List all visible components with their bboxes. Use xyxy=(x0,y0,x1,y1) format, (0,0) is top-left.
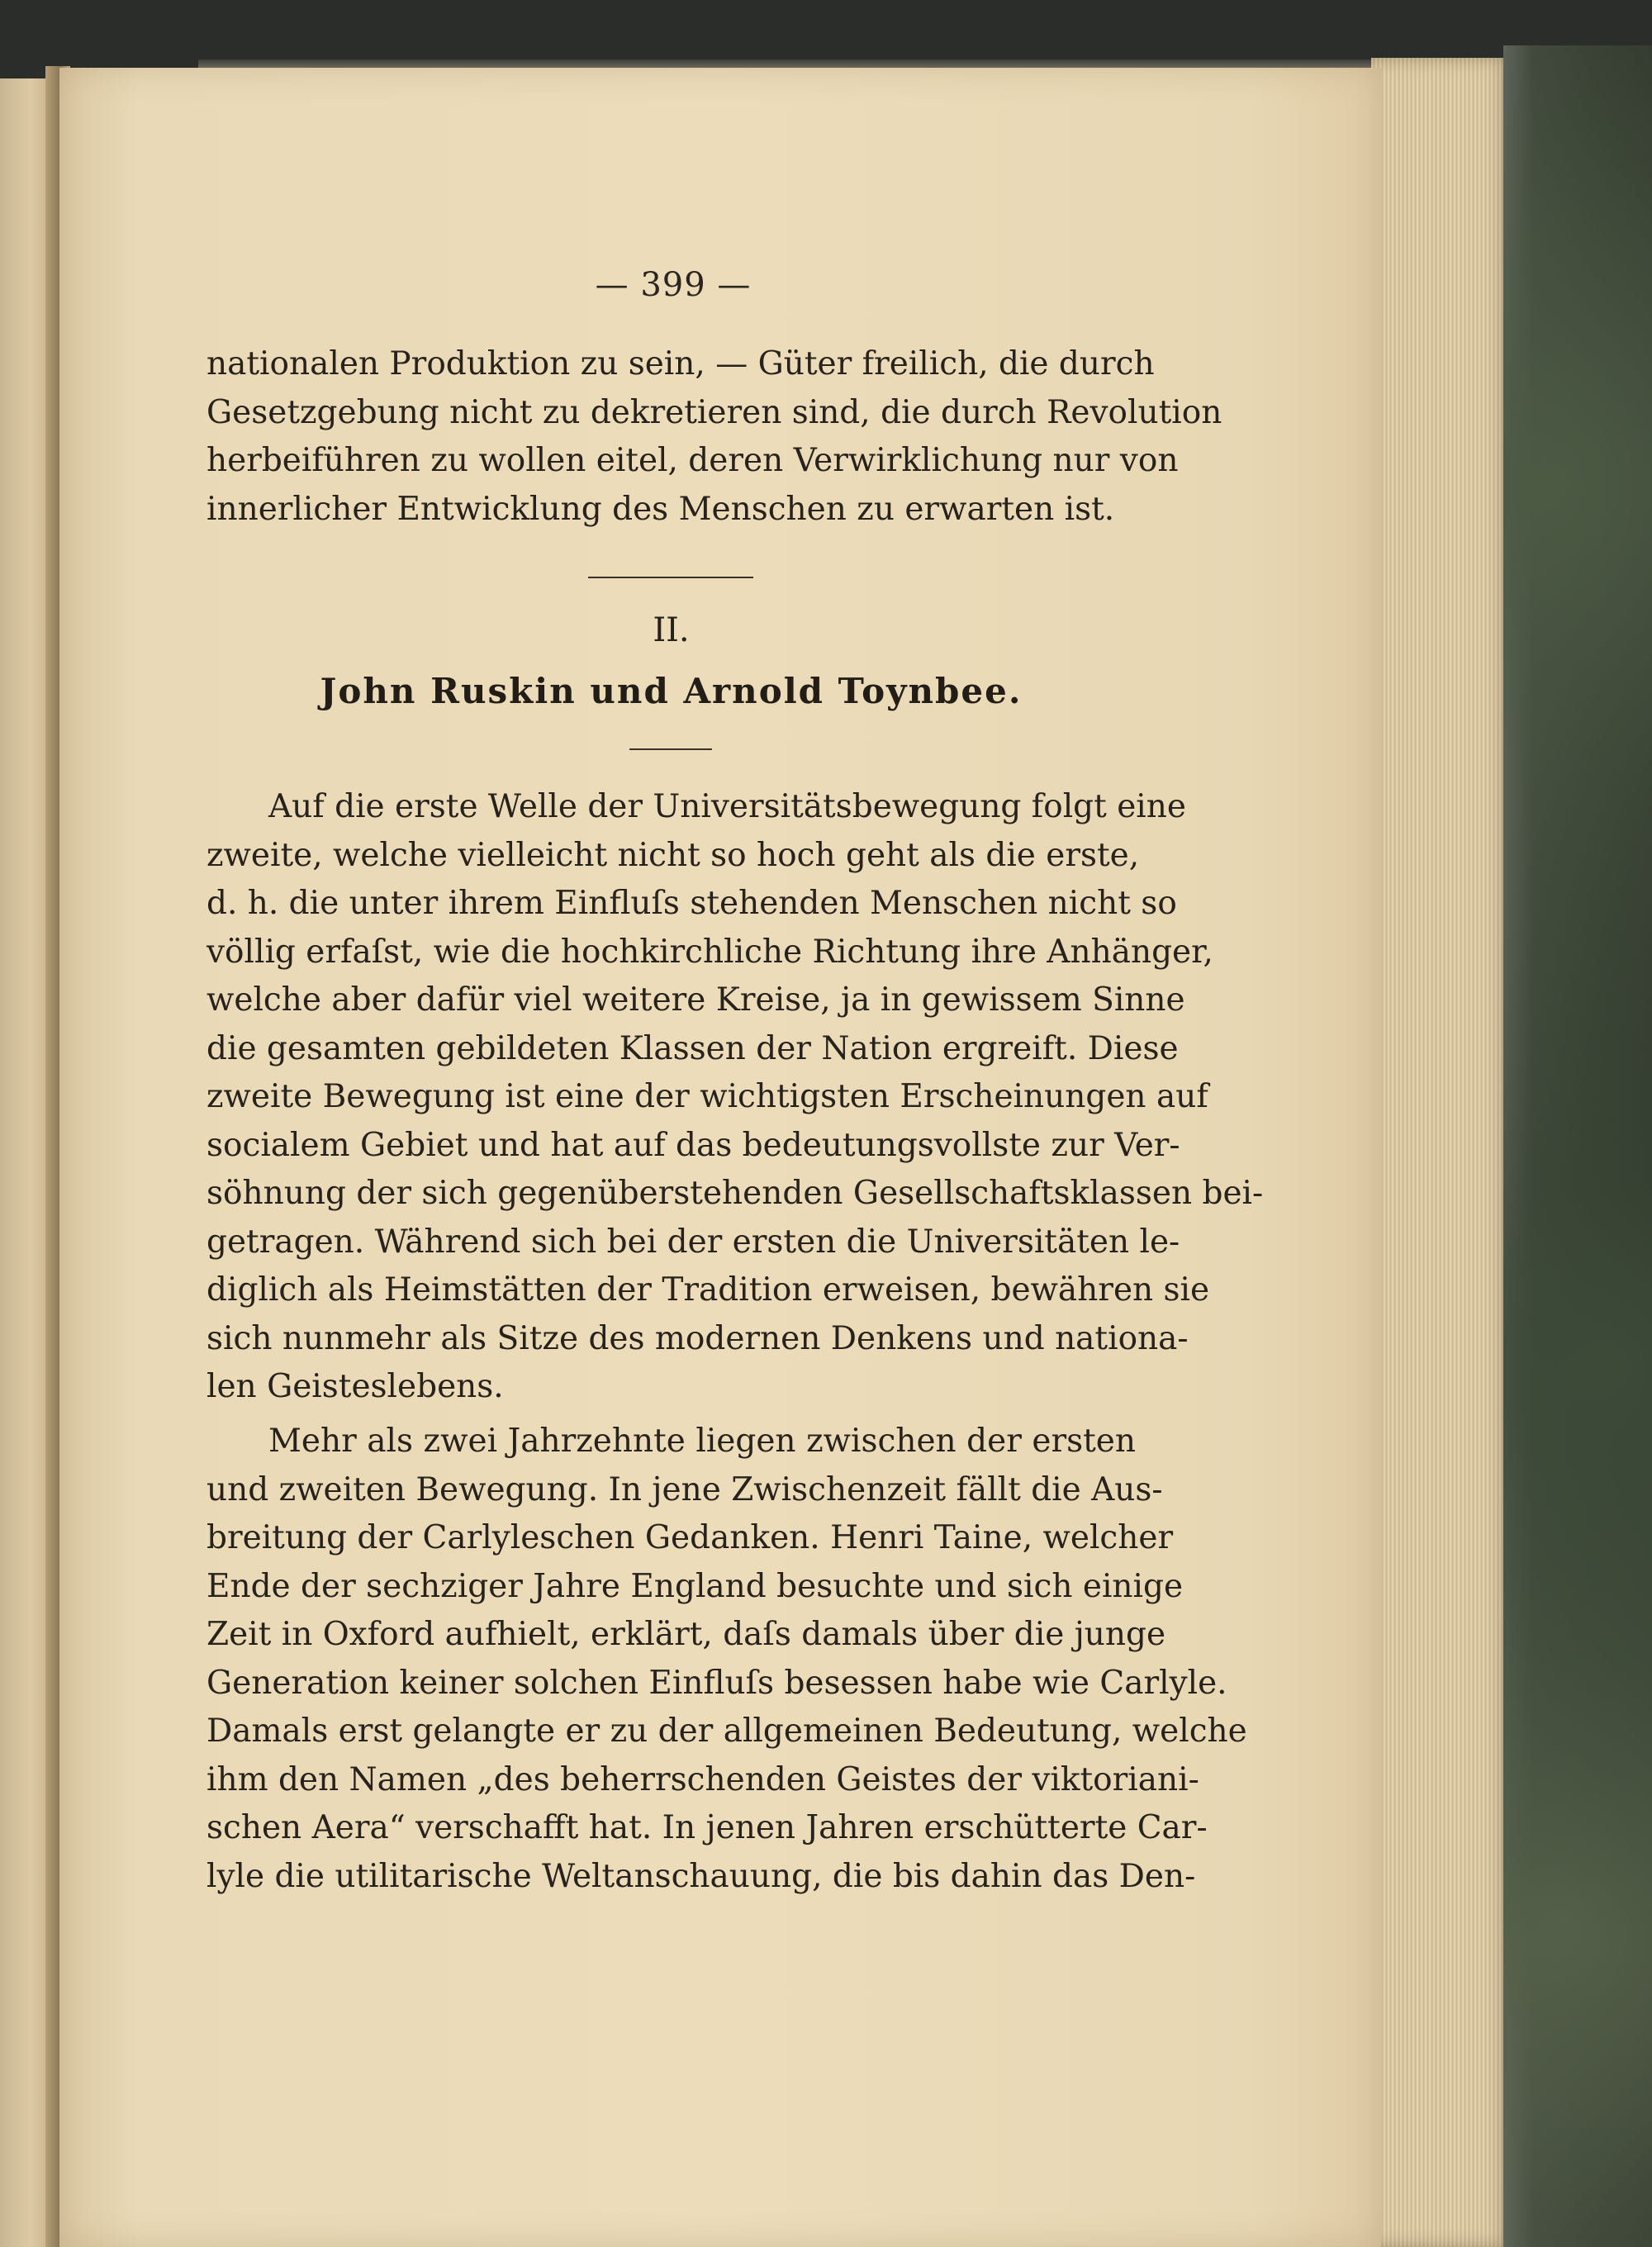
text-line: zweite, welche vielleicht nicht so hoch geht als die erste, xyxy=(206,836,1140,874)
opening-paragraph xyxy=(206,340,1222,534)
text-line: welche aber dafür viel weitere Kreise, ja in gewissem Sinne xyxy=(206,981,1185,1019)
text-line: völlig erfaſst, wie die hochkirchliche Richtung ihre Anhänger, xyxy=(206,933,1213,971)
text-line: Ende der sechziger Jahre England besuchte und sich einige xyxy=(206,1567,1184,1605)
text-line: Gesetzgebung nicht zu dekretieren sind, die durch Revolution xyxy=(206,393,1222,431)
text-line: zweite Bewegung ist eine der wichtigsten Erscheinungen auf xyxy=(206,1078,1208,1115)
paragraph-2 xyxy=(206,1418,1247,1901)
text-line: ihm den Namen „des beherrschenden Geistes der viktoriani- xyxy=(206,1760,1199,1798)
page-number: — 399 — xyxy=(595,266,752,304)
text-line: len Geisteslebens. xyxy=(206,1368,504,1405)
text-line: Generation keiner solchen Einfluſs besessen habe wie Carlyle. xyxy=(206,1664,1227,1702)
left-page-edge xyxy=(0,78,51,2247)
text-line: lyle die utilitarische Weltanschauung, die bis dahin das Den- xyxy=(206,1857,1196,1895)
text-line: schen Aera“ verschafft hat. In jenen Jahren erschütterte Car- xyxy=(206,1809,1208,1846)
text-line: diglich als Heimstätten der Tradition erweisen, bewähren sie xyxy=(206,1271,1210,1309)
text-line: und zweiten Bewegung. In jene Zwischenzeit fällt die Aus- xyxy=(206,1470,1163,1508)
text-line: innerlicher Entwicklung des Menschen zu erwarten ist. xyxy=(206,490,1115,528)
text-line: die gesamten gebildeten Klassen der Nation ergreift. Diese xyxy=(206,1029,1179,1067)
text-line: d. h. die unter ihrem Einfluſs stehenden Menschen nicht so xyxy=(206,885,1177,922)
text-line: Auf die erste Welle der Universitätsbewegung folgt eine xyxy=(268,788,1186,825)
text-line: breitung der Carlyleschen Gedanken. Henri Taine, welcher xyxy=(206,1519,1174,1556)
section-divider-top xyxy=(588,577,753,578)
text-line: socialem Gebiet und hat auf das bedeutungsvollste zur Ver- xyxy=(206,1126,1180,1164)
paragraph-1 xyxy=(206,783,1264,1412)
text-line: Mehr als zwei Jahrzehnte liegen zwischen der ersten xyxy=(268,1423,1136,1460)
text-line: söhnung der sich gegenüberstehenden Gesellschaftsklassen bei- xyxy=(206,1175,1264,1212)
section-title: John Ruskin und Arnold Toynbee. xyxy=(320,671,1023,711)
section-divider-bottom xyxy=(629,748,712,750)
marbled-cover-board xyxy=(1503,45,1652,2247)
text-line: herbeiführen zu wollen eitel, deren Verwirklichung nur von xyxy=(206,442,1179,479)
text-line: Zeit in Oxford aufhielt, erklärt, daſs damals über die junge xyxy=(206,1616,1166,1653)
text-line: getragen. Während sich bei der ersten die Universitäten le- xyxy=(206,1223,1180,1261)
text-line: sich nunmehr als Sitze des modernen Denkens und nationa- xyxy=(206,1319,1189,1357)
text-line: Damals erst gelangte er zu der allgemeinen Bedeutung, welche xyxy=(206,1713,1247,1750)
text-line: nationalen Produktion zu sein, — Güter freilich, die durch xyxy=(206,345,1155,382)
section-number: II. xyxy=(653,611,690,649)
stacked-page-edges xyxy=(1371,58,1512,2247)
